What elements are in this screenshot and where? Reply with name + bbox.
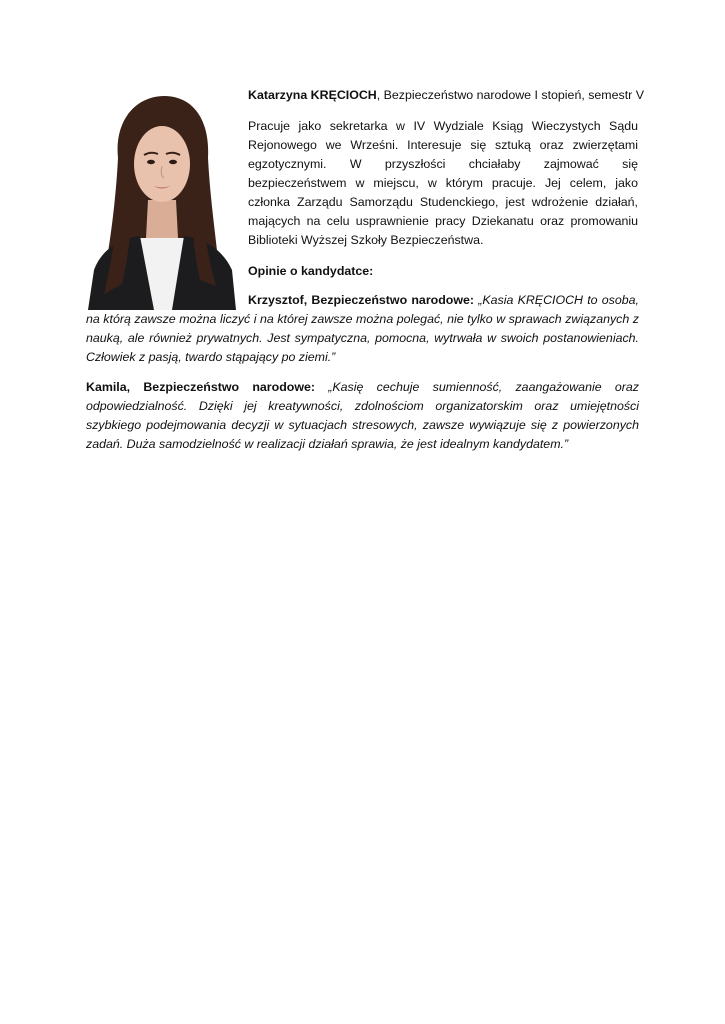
opinion-author: Krzysztof, Bezpieczeństwo narodowe: — [248, 293, 475, 307]
opinion-author: Kamila, Bezpieczeństwo narodowe: — [86, 380, 315, 394]
candidate-name: Katarzyna KRĘCIOCH — [248, 88, 377, 102]
opinion-quote: „Kasię cechuje sumienność, zaangażowanie oraz odpowiedzialność. Dzięki jej kreatywności, zdolnościom organizatorskim oraz umiejętności szybkiego podejmowania decyzji w sytuacjach stresowych, zawsze wywiązuje się z powierzonych zadań. Duża samodzielność w realizacji działań sprawia, że jest idealnym kandydatem.” — [86, 380, 639, 451]
opinion-paragraph — [86, 291, 639, 367]
candidate-bio: Pracuje jako sekretarka w IV Wydziale Ksiąg Wieczystych Sądu Rejonowego we Wrześni. Interesuje się sztuką oraz zwierzętami egzotycznymi. W przyszłości chciałaby zajmować się bezpieczeństwem w miejscu, w którym pracuje. Jej celem, jako członka Zarządu Samorządu Studenckiego, jest wdrożenie działań, mających na celu usprawnienie pracy Dziekanatu oraz promowaniu Biblioteki Wyższej Szkoły Bezpieczeństwa. — [248, 119, 638, 247]
opinions-heading: Opinie o kandydatce: — [248, 264, 374, 278]
candidate-photo — [88, 88, 236, 310]
portrait-illustration — [88, 88, 236, 310]
candidate-program: , Bezpieczeństwo narodowe I stopień, semestr V — [376, 88, 644, 102]
opinion-paragraph — [86, 378, 639, 454]
candidate-header — [248, 86, 644, 105]
opinion-quote: „Kasia KRĘCIOCH to osoba, na którą zawsze można liczyć i na której zawsze można polegać, nie tylko w sprawach związanych z nauką, ale również prywatnych. Jest sympatyczna, pomocna, wytrwała w swoich postanowieniach. Człowiek z pasją, twardo stąpający po ziemi.” — [86, 293, 639, 364]
